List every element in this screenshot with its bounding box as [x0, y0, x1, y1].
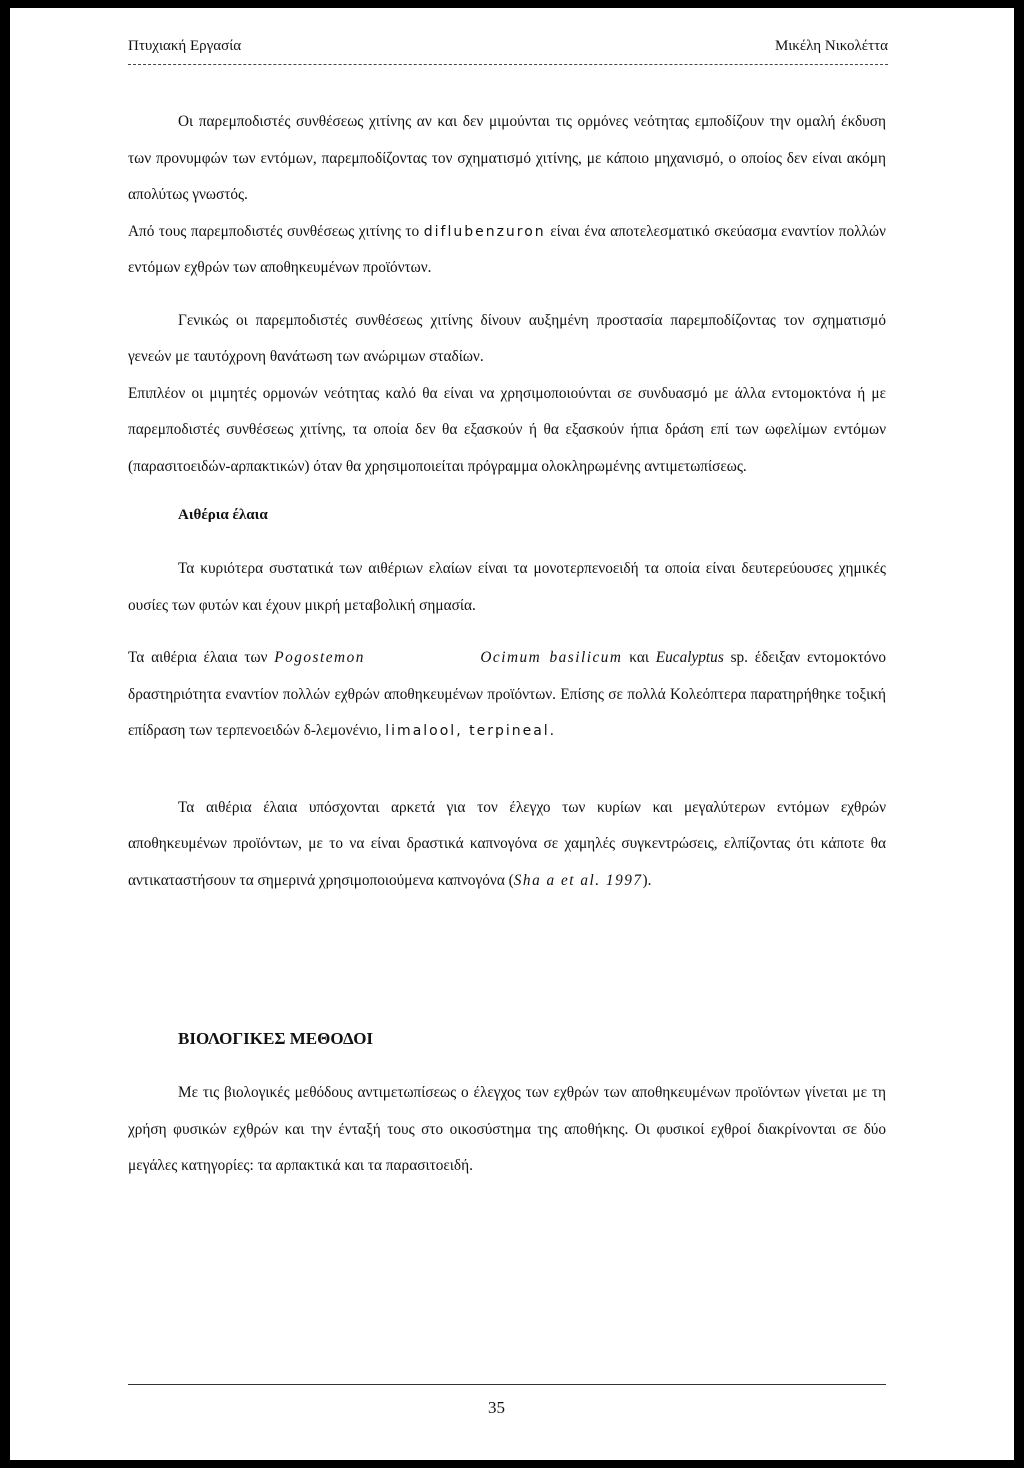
footer-divider	[128, 1384, 886, 1385]
heading-essential-oils: Αιθέρια έλαια	[178, 507, 268, 523]
paragraph-fumigants	[128, 790, 886, 900]
citation: Sha a et al. 1997	[513, 871, 643, 889]
document-body	[128, 104, 886, 1185]
paragraph-oil-species	[128, 640, 886, 750]
paragraph-chitin-inhibitors: Οι παρεμποδιστές συνθέσεως χιτίνης αν και δεν μιμούνται τις ορμόνες νεότητας εμποδίζουν την ομαλή έκδυση των προνυμφών των εντόμων, παρεμποδίζοντας τον σχηματισμό χιτίνης, με κάποιο μηχανισμό, ο οποίος δεν είναι ακόμη απολύτως γνωστός.	[128, 113, 886, 203]
text-segment: και	[629, 649, 649, 666]
paragraph-diflubenzuron	[128, 214, 886, 287]
header-title: Πτυχιακή Εργασία	[128, 38, 242, 54]
text-segment: ).	[642, 871, 652, 889]
species-name: Ocimum basilicum	[480, 649, 623, 666]
chemical-name: diflubenzuron	[423, 223, 546, 240]
header-divider	[128, 64, 888, 65]
text-segment: Τα αιθέρια έλαια υπόσχονται αρκετά για τον έλεγχο των κυρίων και μεγαλύτερων εντόμων εχθρών αποθηκευμένων προϊόντων, με το να είναι δραστικά καπνογόνα σε χαμηλές συγκεντρώσεις, ελπίζοντας ότι κάποτε θα αντικαταστήσουν τα σημερινά χρησιμοποιούμενα καπνογόνα (	[128, 798, 886, 889]
text-segment: Από τους παρεμποδιστές συνθέσεως χιτίνης το	[128, 222, 420, 240]
chemical-name: limalool, terpineal.	[385, 723, 557, 739]
text-segment: sp. έδειξαν εντομοκτόνο δραστηριότητα εναντίον πολλών εχθρών αποθηκευμένων προϊόντων. Επίσης σε πολλά Κολεόπτερα παρατηρήθηκε τοξική επίδραση των τερπενοειδών δ-λεμονένιο,	[128, 649, 886, 739]
header-author: Μικέλη Νικολέττα	[774, 38, 888, 54]
paragraph-biological-control: Με τις βιολογικές μεθόδους αντιμετωπίσεως ο έλεγχος των εχθρών των αποθηκευμένων προϊόντων γίνεται με τη χρήση φυσικών εχθρών και την ένταξή τους στο οικοσύστημα της αποθήκης. Οι φυσικοί εχθροί διακρίνονται σε δύο μεγάλες κατηγορίες: τα αρπακτικά και τα παρασιτοειδή.	[128, 1084, 886, 1174]
species-name: Pogostemon	[274, 649, 365, 666]
page-number: 35	[488, 1398, 505, 1417]
paragraph-monoterpenoids: Τα κυριότερα συστατικά των αιθέριων ελαίων είναι τα μονοτερπενοειδή τα οποία είναι δευτερεύουσες χημικές ουσίες των φυτών και έχουν μικρή μεταβολική σημασία.	[128, 560, 886, 614]
page-header	[128, 38, 888, 68]
text-segment: είναι ένα αποτελεσματικό σκεύασμα εναντίον πολλών εντόμων εχθρών των αποθηκευμένων προϊόντων.	[128, 222, 886, 276]
paragraph-mimics: Επιπλέον οι μιμητές ορμονών νεότητας καλό θα είναι να χρησιμοποιούνται σε συνδυασμό με άλλα εντομοκτόνα ή με παρεμποδιστές συνθέσεως χιτίνης, τα οποία δεν θα εξασκούν ή θα εξασκούν ήπια δράση επί των ωφελίμων εντόμων (παρασιτοειδών-αρπακτικών) όταν θα χρησιμοποιείται πρόγραμμα ολοκληρωμένης αντιμετωπίσεως.	[128, 384, 886, 475]
text-segment: Τα αιθέρια έλαια των	[128, 649, 268, 666]
document-page	[10, 8, 1014, 1460]
species-name: Eucalyptus	[655, 649, 724, 666]
heading-biological-methods: ΒΙΟΛΟΓΙΚΕΣ ΜΕΘΟΔΟΙ	[178, 1029, 374, 1048]
paragraph-protection: Γενικώς οι παρεμποδιστές συνθέσεως χιτίνης δίνουν αυξημένη προστασία παρεμποδίζοντας τον σχηματισμό γενεών με ταυτόχρονη θανάτωση των ανώριμων σταδίων.	[128, 311, 886, 365]
